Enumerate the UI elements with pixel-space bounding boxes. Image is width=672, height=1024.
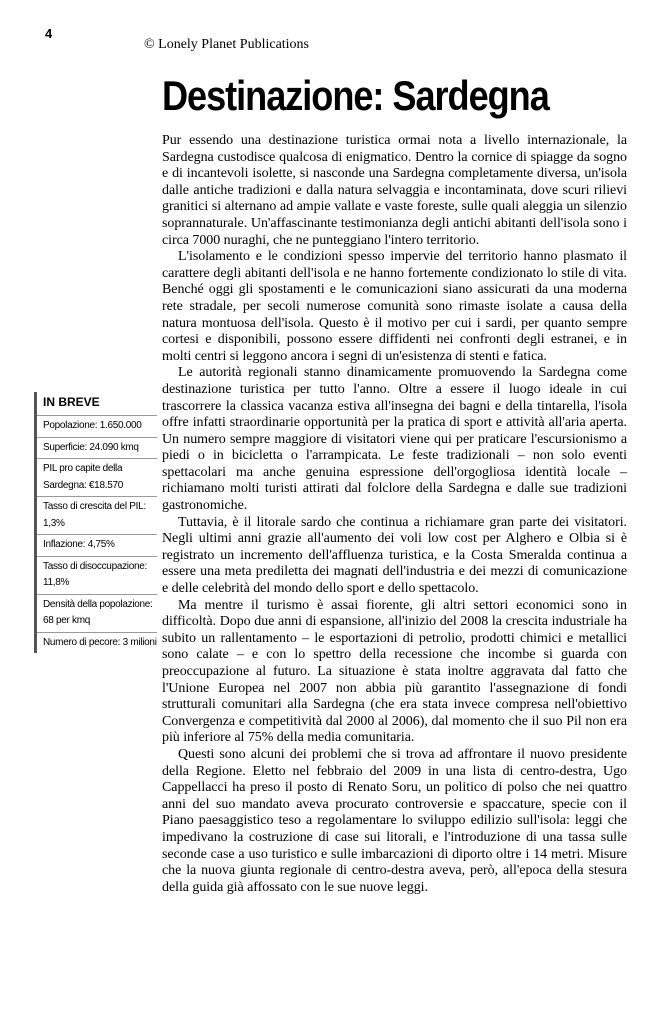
fact-inflation: Inflazione: 4,75% — [37, 535, 157, 557]
paragraph-politics: Questi sono alcuni dei problemi che si trova ad affrontare il nuovo presidente della Regione. Eletto nel febbraio del 2009 in una lista di centro-destra, Ugo Cappellacci ha preso il posto di Renato Soru, un politico di polso che nei quattro anni del suo mandato aveva procurato controversie e spaccature, specie con il Piano paesaggistico teso a regolamentare lo sviluppo edilizio sull'isola: leggi che impedivano la costruzione di case sui litorali, e l'introduzione di una tassa sulle seconde case a uso turistico e sulle imbarcazioni di diporto oltre i 14 metri. Misure che la nuova giunta regionale di centro-destra aveva, però, all'epoca della stesura della guida già affossato con le sue nuove leggi. — [162, 746, 627, 895]
fact-unemployment: Tasso di disoccupazione: 11,8% — [37, 557, 157, 595]
paragraph-economy: Ma mentre il turismo è assai fiorente, gli altri settori economici sono in difficoltà. Dopo due anni di espansione, all'inizio del 2008 la crescita industriale ha subito un rallentamento – le esportazioni di petrolio, prodotti chimici e metallici sono calate – e con lo spettro della recessione che incombe si guarda con preoccupazione al futuro. La situazione è stata inoltre aggravata dal fatto che l'Unione Europea nel 2007 non abbia più garantito l'assegnazione di fondi strutturali comunitari alla Sardegna (che era stata invece compresa nell'obiettivo Convergenza e competitività dal 2000 al 2006), dal momento che il suo Pil non era più inferiore al 75% della media comunitaria. — [162, 597, 627, 746]
page-title: Destinazione: Sardegna — [162, 72, 549, 119]
main-text — [162, 133, 627, 896]
paragraph-coast: Tuttavia, è il litorale sardo che continua a richiamare gran parte dei visitatori. Negli ultimi anni grazie all'aumento dei voli low cost per Alghero e Olbia si è registrato un incremento dell'affluenza turistica, e la Costa Smeralda continua a essere una meta prediletta dei magnati dell'industria e dei mezzi di comunicazione e delle celebrità del mondo dello sport e dello spettacolo. — [162, 514, 627, 597]
fact-population-density: Densità della popolazione: 68 per kmq — [37, 595, 157, 633]
publisher-credit: © Lonely Planet Publications — [144, 37, 310, 52]
page-number: 4 — [45, 26, 53, 41]
fact-area: Superficie: 24.090 kmq — [37, 438, 157, 460]
paragraph-tourism-promotion: Le autorità regionali stanno dinamicamente promuovendo la Sardegna come destinazione turistica per tutto l'anno. Oltre a essere il luogo ideale in cui trascorrere la classica vacanza estiva all'insegna dei bagni e della tintarella, l'isola offre infatti straordinarie opportunità per la pratica di sport e attività all'aria aperta. Un numero sempre maggiore di visitatori viene qui per praticare l'escursionismo a piedi o in bicicletta o l'arrampicata. Le feste tradizionali – non solo eventi spettacolari ma anche genuina espressione dell'orgogliosa identità locale – richiamano molti turisti attirati dal folclore della Sardegna e dalle sue tradizioni gastronomiche. — [162, 365, 627, 514]
paragraph-intro: Pur essendo una destinazione turistica ormai nota a livello internazionale, la Sardegna custodisce qualcosa di enigmatico. Dentro la cornice di spiagge da sogno e di incantevoli isolette, si nasconde una Sardegna completamente diversa, un'isola dalle antiche tradizioni e dalla natura selvaggia e incontaminata, dove scuri rilievi granitici si alternano ad ampie vallate e vaste foreste, sulle quali aleggia un silenzio soprannaturale. Un'affascinante testimonianza degli antichi abitanti dell'isola sono i circa 7000 nuraghi, che ne punteggiano l'intero territorio. — [162, 133, 627, 248]
paragraph-isolation: L'isolamento e le condizioni spesso impervie del territorio hanno plasmato il carattere degli abitanti dell'isola e ne hanno fortemente condizionato lo stile di vita. Benché oggi gli spostamenti e le comunicazioni siano assicurati da una moderna rete stradale, per secoli numerose comunità sono rimaste isolate a causa della natura montuosa dell'isola. Questo è il motivo per cui i sardi, per quanto sempre cortesi e disponibili, possono essere diffidenti nei confronti degli estranei, e in molti centri si leggono ancora i segni di un'esistenza di stenti e fatica. — [162, 249, 627, 364]
fact-gdp-per-capita: PIL pro capite della Sardegna: €18.570 — [37, 459, 157, 497]
in-brief-heading: IN BREVE — [37, 392, 157, 416]
fact-sheep-count: Numero di pecore: 3 milioni — [43, 636, 157, 648]
fact-population: Popolazione: 1.650.000 — [37, 416, 157, 438]
in-brief-box — [34, 392, 157, 653]
fact-gdp-growth: Tasso di crescita del PIL: 1,3% — [37, 497, 157, 535]
